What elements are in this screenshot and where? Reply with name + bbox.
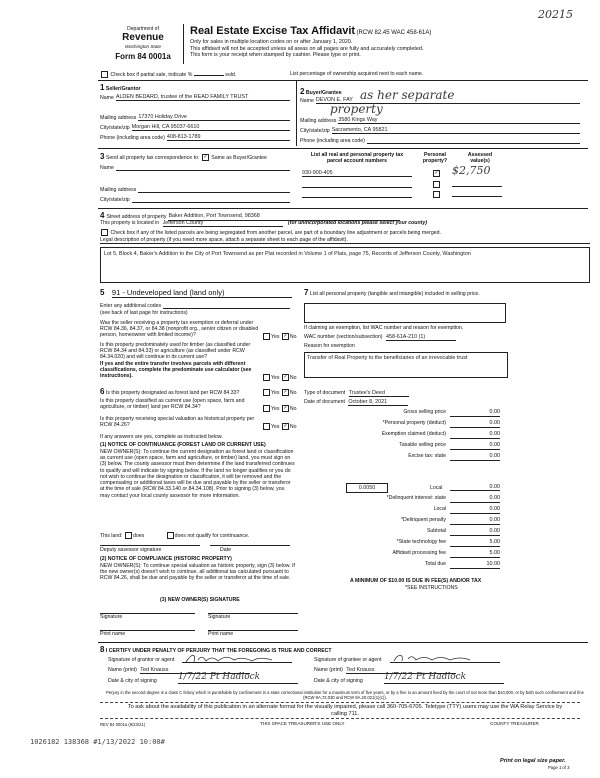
owner1-sig-line[interactable] (100, 607, 195, 614)
grantor-date-label: Date & city of signing (108, 678, 157, 684)
tax-row (320, 517, 500, 525)
deputy-label: Deputy assessor signature (100, 547, 162, 553)
owner2-print-line[interactable] (208, 624, 298, 631)
s3-name-label: Name (100, 164, 114, 171)
personal-cb-2[interactable] (432, 181, 441, 188)
seller-name-row (100, 94, 290, 101)
s6-q2-yes[interactable] (263, 405, 270, 412)
s6-q2-yes-label: Yes (271, 405, 280, 412)
s7-personal-label: List all personal property (tangible and intangible) included in selling price. (309, 291, 480, 297)
s6-q1-answers (262, 389, 297, 396)
same-as-buyer-checkbox[interactable]: ✓ (203, 154, 208, 161)
dept-line3: Washington State (124, 44, 162, 49)
tax-row (320, 528, 500, 536)
tax-row-label: Subtotal (426, 528, 446, 534)
tax-row (320, 561, 500, 569)
additional-codes-row (100, 302, 290, 309)
doc-type[interactable]: Trustee's Deed (349, 390, 409, 397)
doc-date-label: Date of document (304, 399, 345, 405)
form-title-ref: (RCW 82.45 WAC 458-61A) (356, 30, 432, 36)
notice-3-heading: (3) NEW OWNER(S) SIGNATURE (160, 597, 240, 603)
this-land-row (100, 532, 249, 539)
recording-stamp: 1026182 138368 #1/13/2022 10:00# (30, 738, 165, 746)
buyer-name[interactable]: DEVON E. FAY (316, 97, 580, 104)
does-label: does (132, 532, 145, 539)
s5-q1-answers (262, 333, 297, 340)
buyer-city[interactable]: Sacramento, CA 95821 (332, 127, 580, 134)
s6-question-1: Is this property designated as forest land per RCW 84.33? (105, 390, 240, 396)
does-checkbox[interactable] (125, 532, 132, 539)
seller-name[interactable]: ALDEN BEDARD, trustee of the READ FAMILY TRUST (116, 94, 290, 101)
grantee-name[interactable]: Ted Knauss (346, 667, 456, 674)
s6-q2-answers (262, 405, 297, 412)
does-not-label: does not qualify for continuance. (174, 532, 250, 539)
grantor-date-city[interactable]: 1/7/22 Pt Hadlock (178, 672, 298, 684)
s3-city[interactable] (132, 196, 290, 203)
tax-row-value[interactable]: 0.00 (450, 431, 500, 439)
street-label: Street address of property (106, 214, 167, 221)
list-pct-note: List percentage of ownership acquired next to each name. (290, 71, 424, 77)
tax-row (320, 495, 500, 503)
tax-row-label: Affidavit processing fee (392, 550, 446, 556)
s5-q2-yes-label: Yes (271, 374, 280, 381)
buyer-name-handwritten-2: property (330, 102, 383, 116)
parcel-heading-2: parcel account numbers (327, 158, 387, 165)
seller-city[interactable]: Morgan Hill, CA 95037-6610 (132, 124, 290, 131)
section-3 (100, 152, 267, 162)
s5-q1-yes[interactable] (263, 333, 270, 340)
s6-ifyes: If any answers are yes, complete as instructed below. (100, 434, 223, 440)
s5-q1-no-label: No (289, 333, 297, 340)
grantee-signature-mark (390, 652, 490, 664)
tax-row-label: Total due (424, 561, 446, 567)
form-header (190, 25, 590, 59)
tax-row-label: Exemption claimed (deduct) (381, 431, 446, 437)
additional-codes-label: Enter any additional codes (100, 302, 162, 309)
seller-phone[interactable]: 408-813-1789 (167, 134, 290, 141)
section-6-number: 6 (100, 387, 105, 396)
deputy-date-line[interactable] (210, 541, 290, 546)
tax-row-label: *Delinquent interest: state (386, 495, 446, 501)
s3-city-row (100, 196, 290, 203)
see-instructions: *SEE INSTRUCTIONS (405, 585, 458, 591)
does-not-checkbox[interactable] (167, 532, 174, 539)
grantee-date-city[interactable]: 1/7/22 Pt Hadlock (384, 672, 504, 684)
seller-phone-label: Phone (including area code) (100, 135, 165, 142)
sold-label: sold. (225, 71, 237, 78)
seller-mailing-label: Mailing address (100, 115, 137, 122)
tax-row-value[interactable]: 5.00 (450, 550, 500, 558)
seller-phone-row (100, 134, 290, 141)
land-use-row (100, 288, 292, 298)
doc-date-row (304, 399, 408, 406)
tax-row (320, 506, 500, 514)
additional-codes[interactable] (163, 302, 290, 309)
unincorporated-note: (for unincorporated locations please select your county) (288, 220, 427, 226)
tax-row (320, 539, 500, 547)
partial-sale-checkbox[interactable] (101, 71, 108, 78)
seller-heading: Seller/Grantor (105, 86, 141, 92)
tax-row-value[interactable]: 5.00 (450, 539, 500, 547)
grantee-signature[interactable] (390, 652, 500, 663)
notice-2-body: NEW OWNER(S): To continue special valuation as historic property, sign (3) below. If the new owner(s) doesn't wish to continue, all additional tax calculated pursuant to RCW 84.26, shall be due and payable by the seller or transferor at the time of sale. (100, 563, 295, 582)
seller-name-label: Name (100, 95, 114, 102)
notice-1-body: NEW OWNER(S): To continue the current designation as forest land or classification as current use (open space, farm and agriculture, or timber) land, you must sign on (3) below. The county assessor must then determine if the land transferred continues to qualify and will indicate by signing below. If the land no longer qualifies or you do not wish to continue the designation or classification, it will be removed and the compensating or additional taxes will be due and payable by the seller or transferor at the time of sale (RCW 84.33.140 or 84.34.108). Prior to signing (3) below, you may contact your local county assessor for more information. (100, 449, 295, 499)
deputy-date-label: Date (220, 547, 231, 553)
buyer-section (300, 87, 342, 97)
section-3-number: 3 (100, 152, 105, 161)
tax-row-value[interactable]: 0.00 (450, 506, 500, 514)
assessed-heading (460, 152, 500, 164)
legal-label: Legal description of property (if you need more space, attach a separate sheet to each page of the affidavit). (100, 237, 590, 244)
tax-row-value[interactable]: 10.00 (450, 561, 500, 569)
s6-question-3: Is this property receiving special valuation as historical property per RCW 84.26? (100, 416, 255, 429)
buyer-name-label: Name (300, 98, 314, 105)
tax-row-value[interactable]: 0.00 (450, 517, 500, 525)
parcel-line-2[interactable] (302, 181, 412, 187)
buyer-city-label: City/state/zip (300, 128, 330, 135)
buyer-mailing[interactable]: 3580 Kings Way (338, 117, 580, 124)
owner1-print-line[interactable] (100, 624, 195, 631)
buyer-phone-row (300, 137, 580, 144)
tax-row (320, 420, 500, 428)
local-value[interactable]: 0.00 (450, 484, 500, 491)
s3-name[interactable] (116, 164, 290, 171)
grantee-date-label: Date & city of signing (314, 678, 363, 684)
s6-q1-no[interactable]: ✓ (283, 389, 288, 395)
exempt-label: If claiming an exemption, list WAC number and reason for exemption. (304, 325, 464, 331)
section-7-number: 7 (304, 288, 309, 297)
buyer-phone-label: Phone (including area code) (300, 137, 365, 144)
reason-label: Reason for exemption (304, 343, 355, 349)
s6-q1-yes-label: Yes (271, 389, 280, 396)
section-1-number: 1 (100, 83, 105, 92)
rev-number: REV 84 0001a (9/23/21) (100, 722, 146, 727)
partial-sale-label: Check box if partial sale, indicate % (110, 71, 193, 78)
s5-q1-no[interactable]: ✓ (283, 333, 288, 339)
tax-row-value[interactable]: 0.00 (450, 442, 500, 450)
s5-q2-no-label: No (289, 374, 297, 381)
tax-row-value[interactable]: 0.00 (450, 528, 500, 536)
same-as-buyer-label: Same as Buyer/Grantee (211, 155, 267, 161)
s6-q3-no-label: No (289, 423, 297, 430)
tax-row-value[interactable]: 0.00 (450, 495, 500, 503)
grantor-name[interactable]: Ted Knauss (140, 667, 250, 674)
tax-row-label: Local (433, 506, 446, 512)
print-legal-note: Print on legal size paper. (500, 758, 566, 764)
seller-section (100, 83, 141, 93)
see-back-note: (see back of last page for instructions) (100, 310, 188, 316)
grantor-name-label: Name (print) (108, 667, 137, 673)
tax-row (320, 550, 500, 558)
tax-row-label: *State technology fee (396, 539, 446, 545)
tax-row (320, 453, 500, 461)
grantor-sig-label: Signature of grantor or agent (108, 657, 175, 663)
segregated-label: Check box if any of the listed parcels are being segregated from another parcel, are part of a boundary line adjustment or parcels being merged. (110, 229, 441, 236)
assessed-value-handwritten: $2,750 (452, 164, 491, 177)
section-5-number: 5 (100, 288, 105, 297)
personal-property-box[interactable] (304, 303, 506, 323)
tax-row-label: Taxable selling price (399, 442, 446, 448)
land-use-code[interactable]: 91 - Undeveloped land (land only) (112, 288, 292, 298)
located-county[interactable]: Jefferson County (163, 220, 283, 227)
s6-q3-no[interactable]: ✓ (283, 423, 288, 429)
s6-question-2: Is this property classified as current use (open space, farm and agriculture, or timber) land per RCW 84.34? (100, 398, 245, 411)
notice-1: Only for sales in multiple location codes on or after January 1, 2020. (190, 39, 353, 46)
tax-row-label: Gross selling price (403, 409, 446, 415)
tax-row-value[interactable]: 0.00 (450, 409, 500, 417)
s6-q1 (100, 387, 260, 397)
form-title: Real Estate Excise Tax Affidavit (190, 25, 356, 37)
partial-sale (100, 71, 236, 78)
wac-number[interactable]: 458-61A-210 (1) (386, 334, 456, 341)
s6-q2-no-label: No (289, 405, 297, 412)
assessed-heading-1: Assessed (467, 152, 493, 158)
personal-cb-1[interactable]: ✓ (434, 170, 439, 176)
notice-2-heading: (2) NOTICE OF COMPLIANCE (HISTORIC PROPERTY) (100, 556, 232, 562)
seller-city-row (100, 124, 290, 131)
parcel-line-3[interactable] (302, 191, 412, 198)
s3-mailing[interactable] (138, 186, 290, 193)
dept-line1: Department of (127, 26, 159, 32)
grantor-signature[interactable] (182, 652, 292, 663)
tax-row-value[interactable]: 0.00 (450, 453, 500, 461)
owner2-sig-line[interactable] (208, 607, 298, 614)
personal-cb-3[interactable] (432, 191, 441, 198)
tax-rate[interactable]: 0.0050 (346, 483, 388, 493)
s7-personal (304, 288, 504, 298)
grantor-signature-mark (182, 652, 282, 664)
located-row (100, 220, 427, 227)
s5-q2-no[interactable]: ✓ (283, 374, 288, 380)
personal-heading-1: Personal (424, 152, 446, 158)
owner2-sig-label: Signature (208, 614, 231, 620)
segregated-row (100, 229, 441, 236)
seller-city-label: City/state/zip (100, 125, 130, 132)
wac-row (304, 334, 456, 341)
grantee-name-label: Name (print) (314, 667, 343, 673)
tax-row (320, 431, 500, 439)
dor-logo (112, 26, 174, 61)
personal-heading-2: property? (422, 158, 448, 165)
section-8-number: 8 (100, 645, 105, 654)
buyer-city-row (300, 127, 580, 134)
doc-type-row (304, 390, 409, 397)
s3-city-label: City/state/zip (100, 196, 130, 203)
page-number: Page 1 of 3 (548, 765, 570, 770)
owner2-print-label: Print name (208, 631, 234, 637)
section-3-text: Send all property tax correspondence to: (105, 155, 200, 161)
buyer-name-handwritten: as her separate (360, 88, 455, 102)
section-2-number: 2 (300, 87, 305, 96)
grantee-sig-label: Signature of grantee or agent (314, 657, 382, 663)
section-4-number: 4 (100, 211, 105, 220)
notice-2: This affidavit will not be accepted unless all areas on all pages are fully and accurately completed. (190, 45, 424, 52)
minimum-note: A MINIMUM OF $10.00 IS DUE IN FEE(S) AND/OR TAX (350, 578, 482, 584)
tax-row-label: *Delinquent penalty (401, 517, 446, 523)
assessed-heading-2: value(s) (470, 158, 490, 165)
notice-1-heading: (1) NOTICE OF CONTINUANCE (FOREST LAND OR CURRENT USE) (100, 442, 266, 448)
street-address[interactable]: Baker Addition, Port Townsend, 98368 (168, 213, 400, 220)
tax-row-label: Excise tax: state (408, 453, 446, 459)
located-label: This property is located in (100, 220, 160, 226)
seller-mailing-row (100, 114, 290, 121)
doc-date[interactable]: October 8, 2021 (348, 399, 408, 406)
assessed-line-2[interactable] (452, 186, 502, 187)
s3-mailing-row (100, 186, 290, 193)
s3-mailing-label: Mailing address (100, 186, 137, 193)
s6-q3-yes[interactable] (263, 423, 270, 430)
form-number: Form 84 0001a (115, 51, 171, 61)
local-label: Local (430, 485, 443, 491)
buyer-heading: Buyer/Grantee (305, 90, 342, 96)
alternate-format-notice: To ask about the availability of this publication in an alternate format for the visually impaired, please call 360-705-6705. Teletype (TTY) users may use the WA Relay Service by calling 711. (127, 704, 563, 717)
parcel-heading-1: List all real and personal property tax (310, 152, 404, 158)
tax-row-label: *Personal property (deduct) (382, 420, 446, 426)
s6-q3-yes-label: Yes (271, 423, 280, 430)
s5-question-2: Is this property predominately used for timber (as classified under RCW 84.34 and 84.33) or agriculture (as classified under RCW 84.34.020) and will continue in its current use? (100, 342, 251, 361)
doc-type-label: Type of document (304, 390, 346, 396)
exemption-reason[interactable]: Transfer of Real Property to the beneficiaries of an irrevocable trust (304, 352, 508, 378)
deputy-sig-line[interactable] (100, 541, 200, 546)
buyer-mailing-row (300, 117, 580, 124)
wac-label: WAC number (section/subsection) (304, 334, 383, 340)
seller-mailing[interactable]: 17370 Holiday Drive (138, 114, 290, 121)
certify-text: I CERTIFY UNDER PENALTY OF PERJURY THAT THE FOREGOING IS TRUE AND CORRECT (105, 648, 332, 654)
dept-line2: Revenue (122, 32, 164, 43)
s6-q3-answers (262, 423, 297, 430)
s6-q1-yes[interactable] (263, 389, 270, 396)
owner1-print-label: Print name (100, 631, 126, 637)
buyer-phone[interactable] (367, 137, 580, 144)
s6-q1-no-label: No (289, 389, 297, 396)
tax-row (320, 442, 500, 450)
tax-row-value[interactable]: 0.00 (450, 420, 500, 428)
parcel-heading (302, 152, 412, 164)
segregated-checkbox[interactable] (101, 229, 108, 236)
buyer-mailing-label: Mailing address (300, 118, 337, 125)
s5-question-1: Was the seller receiving a property tax exemption or deferral under RCW 84.36, 84.37, or 84.38 (nonprofit org., senior citizen or disabled person, homeowner with limited income)? (100, 320, 259, 339)
this-land-label: This land: (100, 532, 123, 539)
s5-question-2b: If yes and the entire transfer involves parcels with different classifications, complete the predominate use calculator (see instructions). (100, 361, 252, 380)
s6-q2-no[interactable]: ✓ (283, 405, 288, 411)
assessed-line-3[interactable] (452, 196, 502, 197)
corner-number: 20215 (538, 8, 573, 21)
notice-3: This form is your receipt when stamped by cashier. Please type or print. (190, 52, 361, 59)
s5-q2-answers (262, 374, 297, 381)
perjury-notice: Perjury in the second degree is a class C felony which is punishable by confinement in a state correctional institution for a maximum term of five years, or by a fine in an amount fixed by the court of not more than $10,000, or by both such confinement and fine (RCW 9A.72.030 and RCW 9A.20.021(1)(c)). (106, 690, 584, 701)
parcel-number[interactable]: 930-900-405 (302, 170, 412, 177)
county-treasurer: COUNTY TREASURER (490, 721, 539, 726)
s5-q1-yes-label: Yes (271, 333, 280, 340)
tax-row (320, 409, 500, 417)
s5-q2-yes[interactable] (263, 374, 270, 381)
personal-heading (420, 152, 450, 164)
legal-description[interactable]: Lot 5, Block 4, Baker's Addition to the City of Port Townsend as per Plat recorded in Volume 1 of Plats, page 75, Records of Jefferson County, Washington (100, 247, 590, 283)
owner1-sig-label: Signature (100, 614, 123, 620)
treasurer-use: THIS SPACE TREASURER'S USE ONLY (260, 721, 345, 726)
s3-name-row (100, 164, 290, 171)
